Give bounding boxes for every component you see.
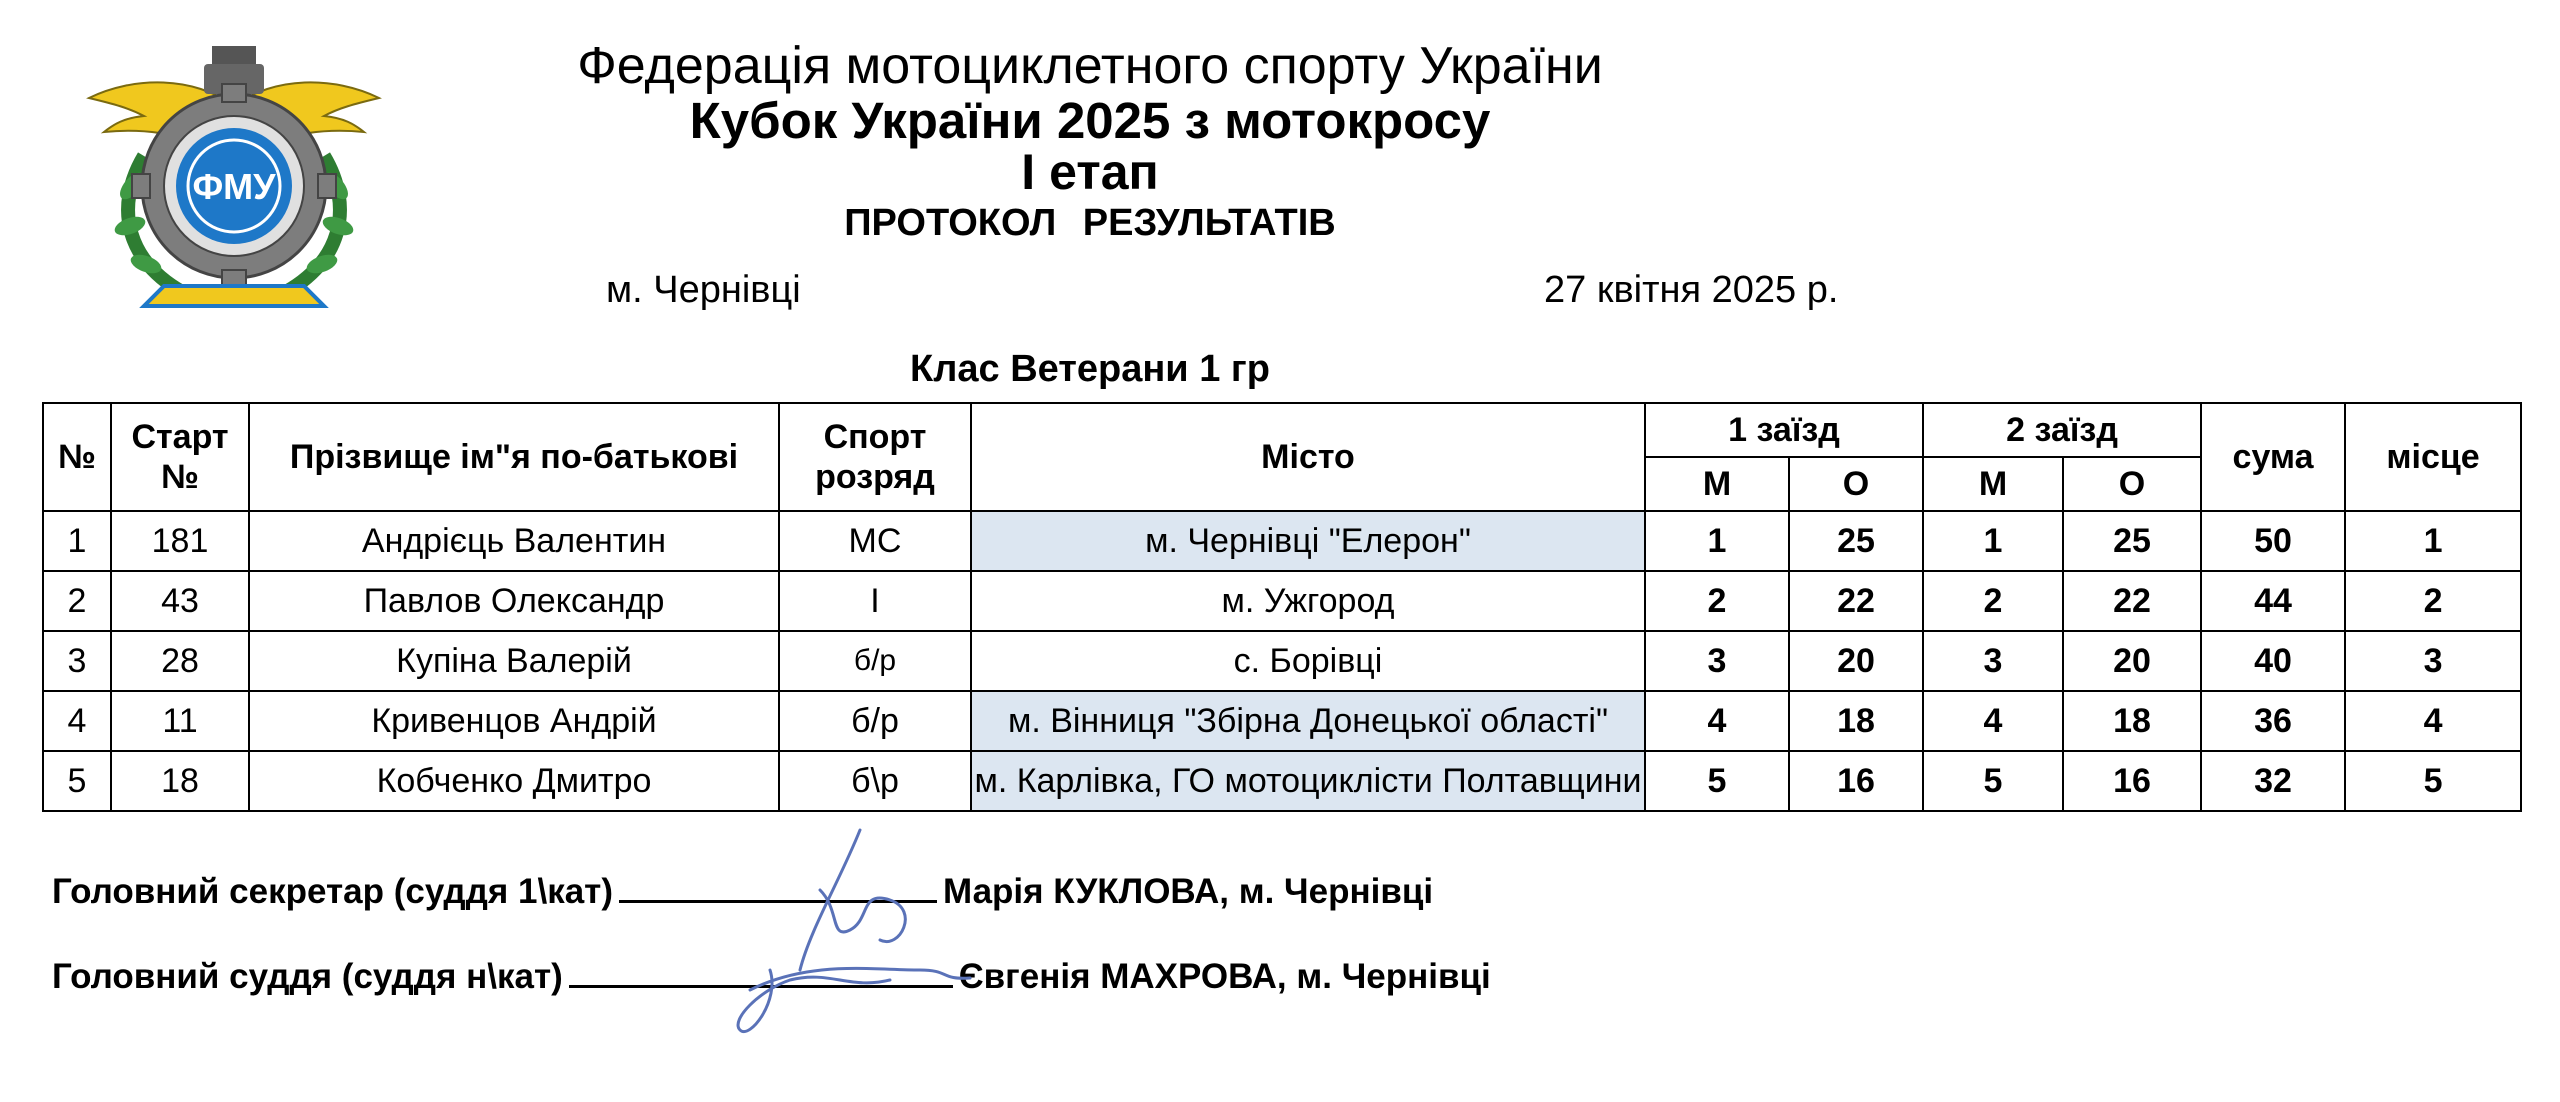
header-sum: сума [2201, 403, 2345, 511]
header-rank: Спорт розряд [779, 403, 971, 511]
cell-city: м. Вінниця "Збірна Донецької області" [971, 691, 1645, 751]
cell-city: м. Чернівці "Елерон" [971, 511, 1645, 571]
cell-race2-m: 5 [1923, 751, 2063, 811]
header-start: Старт № [111, 403, 249, 511]
cell-race2-m: 3 [1923, 631, 2063, 691]
cell-city: м. Карлівка, ГО мотоциклісти Полтавщини [971, 751, 1645, 811]
header-num: № [43, 403, 111, 511]
table-row [43, 631, 2521, 691]
cell-rank: б\р [779, 751, 971, 811]
judge-title: Головний суддя (суддя н\кат) [52, 957, 563, 996]
cell-name: Кривенцов Андрій [249, 691, 779, 751]
cell-num: 4 [43, 691, 111, 751]
cell-race2-o: 22 [2063, 571, 2201, 631]
protocol-title: ПРОТОКОЛ РЕЗУЛЬТАТІВ [844, 202, 1336, 244]
cell-sum: 40 [2201, 631, 2345, 691]
header-race-1: 1 заїзд [1645, 403, 1923, 457]
federation-logo [84, 36, 384, 326]
cell-race2-o: 16 [2063, 751, 2201, 811]
header-name: Прізвище ім"я по-батькові [249, 403, 779, 511]
cell-sum: 36 [2201, 691, 2345, 751]
cell-start: 18 [111, 751, 249, 811]
table-row [43, 691, 2521, 751]
cell-race2-m: 4 [1923, 691, 2063, 751]
cell-race1-o: 20 [1789, 631, 1923, 691]
stage-title: І етап [1021, 144, 1159, 200]
cell-place: 3 [2345, 631, 2521, 691]
cell-race1-o: 25 [1789, 511, 1923, 571]
cell-place: 1 [2345, 511, 2521, 571]
table-row [43, 511, 2521, 571]
cell-name: Купіна Валерій [249, 631, 779, 691]
cell-race1-m: 3 [1645, 631, 1789, 691]
event-date: 27 квітня 2025 р. [1544, 269, 1839, 311]
cell-race1-m: 5 [1645, 751, 1789, 811]
header-race2-m: М [1923, 457, 2063, 511]
cell-race2-m: 2 [1923, 571, 2063, 631]
cup-title: Кубок України 2025 з мотокросу [689, 92, 1491, 149]
cell-race1-o: 22 [1789, 571, 1923, 631]
header-place: місце [2345, 403, 2521, 511]
header-race1-m: М [1645, 457, 1789, 511]
cell-sum: 44 [2201, 571, 2345, 631]
header-race2-o: О [2063, 457, 2201, 511]
cell-start: 43 [111, 571, 249, 631]
cell-num: 5 [43, 751, 111, 811]
cell-race2-o: 25 [2063, 511, 2201, 571]
cell-race1-o: 18 [1789, 691, 1923, 751]
cell-rank: б/р [779, 631, 971, 691]
cell-name: Кобченко Дмитро [249, 751, 779, 811]
cell-num: 1 [43, 511, 111, 571]
cell-city: м. Ужгород [971, 571, 1645, 631]
secretary-title: Головний секретар (суддя 1\кат) [52, 872, 613, 911]
header-race-2: 2 заїзд [1923, 403, 2201, 457]
cell-rank: МС [779, 511, 971, 571]
cell-race1-m: 1 [1645, 511, 1789, 571]
table-row [43, 571, 2521, 631]
cell-sum: 32 [2201, 751, 2345, 811]
cell-race1-m: 2 [1645, 571, 1789, 631]
cell-rank: І [779, 571, 971, 631]
cell-start: 28 [111, 631, 249, 691]
cell-city: с. Борівці [971, 631, 1645, 691]
logo-text: ФМУ [192, 166, 276, 207]
cell-sum: 50 [2201, 511, 2345, 571]
cell-name: Павлов Олександр [249, 571, 779, 631]
cell-race2-m: 1 [1923, 511, 2063, 571]
cell-race1-m: 4 [1645, 691, 1789, 751]
cell-race1-o: 16 [1789, 751, 1923, 811]
judge-name: Євгенія МАХРОВА, м. Чернівці [958, 957, 1491, 996]
class-title: Клас Ветерани 1 гр [910, 348, 1270, 390]
federation-name: Федерація мотоциклетного спорту України [577, 37, 1603, 95]
table-row [43, 751, 2521, 811]
cell-race2-o: 20 [2063, 631, 2201, 691]
header-race1-o: О [1789, 457, 1923, 511]
cell-num: 2 [43, 571, 111, 631]
cell-place: 4 [2345, 691, 2521, 751]
results-table [42, 402, 2522, 812]
handwritten-signature [690, 820, 1010, 1050]
cell-race2-o: 18 [2063, 691, 2201, 751]
event-city: м. Чернівці [606, 269, 801, 311]
cell-place: 5 [2345, 751, 2521, 811]
secretary-name: Марія КУКЛОВА, м. Чернівці [942, 872, 1434, 911]
cell-rank: б/р [779, 691, 971, 751]
cell-num: 3 [43, 631, 111, 691]
cell-start: 181 [111, 511, 249, 571]
cell-start: 11 [111, 691, 249, 751]
cell-place: 2 [2345, 571, 2521, 631]
cell-name: Андрієць Валентин [249, 511, 779, 571]
logo-ribbon [144, 286, 324, 306]
header-city: Місто [971, 403, 1645, 511]
